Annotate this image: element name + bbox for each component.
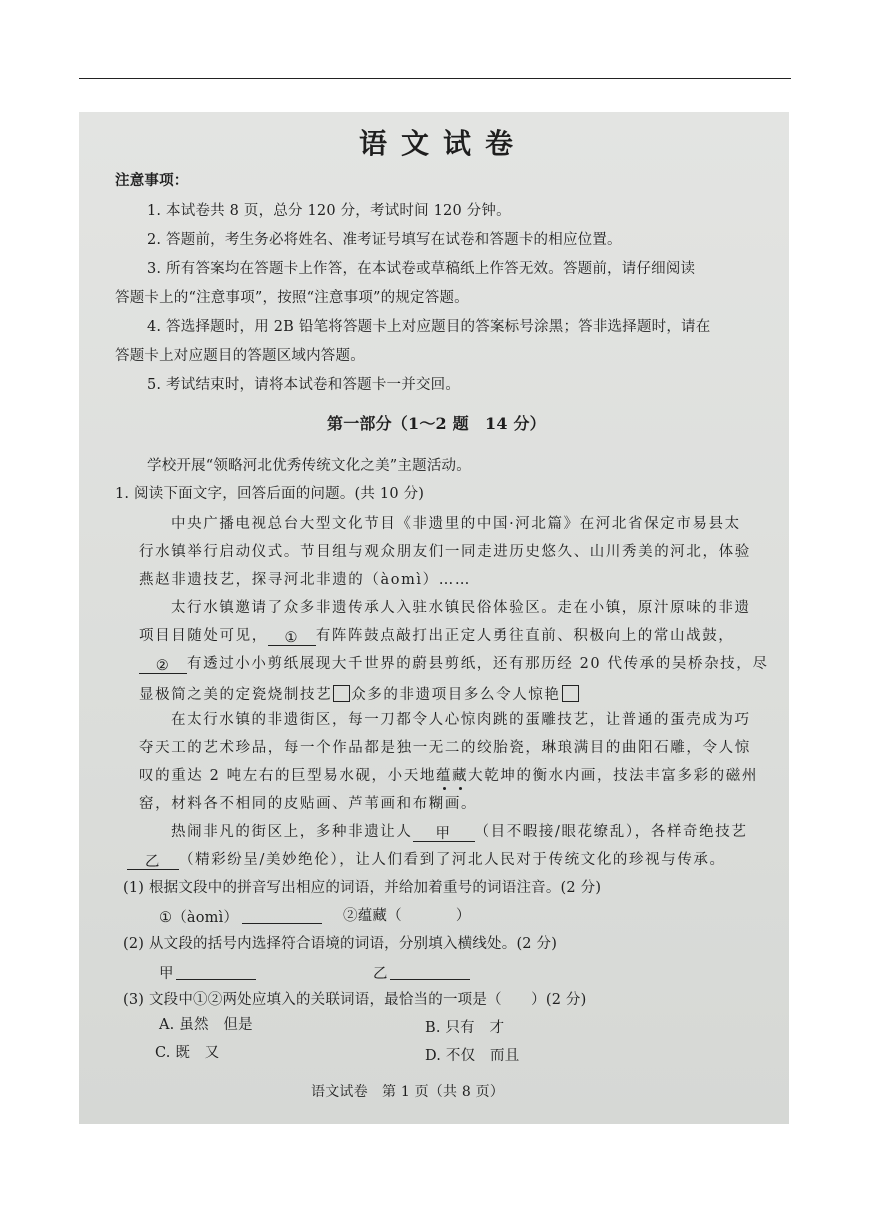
question-text: 甲 bbox=[159, 966, 174, 982]
passage-p3-line2: 夺天工的艺术珍品，每一个作品都是独一无二的绞胎瓷，琳琅满目的曲阳石雕，令人惊 bbox=[139, 740, 751, 756]
passage-p4-line1 bbox=[171, 825, 747, 842]
notice-item-4-cont: 答题卡上对应题目的答题区域内答题。 bbox=[115, 348, 365, 364]
passage-text: 众多的非遗项目多么令人惊艳 bbox=[351, 687, 561, 703]
blank-1: ① bbox=[268, 631, 316, 646]
question-1-1: (1) 根据文段中的拼音写出相应的词语，并给加着重号的词语注音。(2 分) bbox=[123, 880, 602, 896]
question-text: ①（àomì） bbox=[159, 910, 239, 926]
question-1-stem: 1. 阅读下面文字，回答后面的问题。(共 10 分) bbox=[115, 486, 425, 502]
passage-p4-line2 bbox=[127, 853, 726, 870]
notice-item-3: 3. 所有答案均在答题卡上作答，在本试卷或草稿纸上作答无效。答题前，请仔细阅读 bbox=[147, 261, 696, 277]
header-rule bbox=[79, 78, 791, 79]
question-1-1-a bbox=[159, 909, 322, 926]
question-1-1-b bbox=[343, 909, 471, 924]
passage-text: 有透过小小剪纸展现大千世界的蔚县剪纸，还有那历经 20 代传承的吴桥杂技，尽 bbox=[187, 656, 769, 672]
passage-text: （目不暇接/眼花缭乱），各样奇绝技艺 bbox=[474, 824, 748, 840]
option-c: C. 既 又 bbox=[155, 1045, 220, 1061]
passage-text: 大乾坤的衡水内画，技法丰富多彩的磁州 bbox=[468, 768, 758, 784]
option-d: D. 不仅 而且 bbox=[425, 1048, 520, 1064]
part1-intro: 学校开展“领略河北优秀传统文化之美”主题活动。 bbox=[147, 458, 471, 474]
question-1-2-jia bbox=[159, 965, 256, 982]
option-a: A. 虽然 但是 bbox=[159, 1017, 253, 1033]
answer-line bbox=[242, 909, 322, 924]
blank-2: ② bbox=[139, 659, 187, 674]
page-footer: 语文试卷 第 1 页（共 8 页） bbox=[311, 1084, 505, 1100]
notice-item-3-cont: 答题卡上的“注意事项”，按照“注意事项”的规定答题。 bbox=[115, 290, 469, 306]
notice-heading: 注意事项： bbox=[115, 172, 189, 189]
passage-text: 显极简之美的定瓷烧制技艺 bbox=[139, 687, 333, 703]
passage-p2-line4 bbox=[139, 685, 580, 703]
passage-p1-line1: 中央广播电视总台大型文化节目《非遗里的中国·河北篇》在河北省保定市易县太 bbox=[171, 516, 741, 532]
answer-line bbox=[176, 965, 256, 980]
passage-p3-line4: 窑，材料各不相同的皮贴画、芦苇画和布糊画。 bbox=[139, 796, 478, 812]
passage-text: 有阵阵鼓点敲打出正定人勇往直前、积极向上的常山战鼓， bbox=[315, 628, 735, 644]
passage-p1-line2: 行水镇举行启动仪式。节目组与观众朋友们一同走进历史悠久、山川秀美的河北，体验 bbox=[139, 544, 751, 560]
notice-item-4: 4. 答选择题时，用 2B 铅笔将答题卡上对应题目的答案标号涂黑；答非选择题时，请在 bbox=[147, 319, 711, 335]
part1-heading: 第一部分（1～2 题 14 分） bbox=[327, 414, 546, 433]
blank-jia: 甲 bbox=[413, 827, 475, 842]
question-1-2: (2) 从文段的括号内选择符合语境的词语，分别填入横线处。(2 分) bbox=[123, 936, 558, 952]
passage-text: 叹的重达 2 吨左右的巨型易水砚，小天地 bbox=[139, 768, 436, 784]
notice-item-5: 5. 考试结束时，请将本试卷和答题卡一并交回。 bbox=[147, 377, 461, 393]
blank-yi: 乙 bbox=[127, 855, 179, 870]
emphasis-char: 藏 bbox=[452, 768, 469, 784]
answer-line bbox=[390, 965, 470, 980]
passage-text: （精彩纷呈/美妙绝伦），让人们看到了河北人民对于传统文化的珍视与传承。 bbox=[179, 852, 726, 868]
passage-text: 项目目随处可见， bbox=[139, 628, 268, 644]
question-1-3: (3) 文段中①②两处应填入的关联词语，最恰当的一项是（ ）(2 分) bbox=[123, 992, 587, 1008]
question-1-2-yi bbox=[373, 965, 470, 982]
question-text: ②蕴藏（ bbox=[343, 908, 402, 924]
question-text: 乙 bbox=[373, 966, 388, 982]
passage-p3-line3 bbox=[139, 769, 758, 784]
passage-text: 热闹非凡的街区上，多种非遗让人 bbox=[171, 824, 413, 840]
passage-p2-line3 bbox=[139, 657, 768, 674]
notice-item-1: 1. 本试卷共 8 页，总分 120 分，考试时间 120 分钟。 bbox=[147, 203, 511, 219]
passage-p3-line1: 在太行水镇的非遗街区，每一刀都令人心惊肉跳的蛋雕技艺，让普通的蛋壳成为巧 bbox=[171, 712, 751, 728]
punctuation-box-2 bbox=[562, 685, 579, 702]
emphasis-char: 蕴 bbox=[435, 768, 453, 784]
page-title: 语文试卷 bbox=[359, 127, 528, 160]
passage-p2-line1: 太行水镇邀请了众多非遗传承人入驻水镇民俗体验区。走在小镇，原汁原味的非遗 bbox=[171, 600, 751, 616]
notice-item-2: 2. 答题前，考生务必将姓名、准考证号填写在试卷和答题卡的相应位置。 bbox=[147, 232, 622, 248]
punctuation-box-1 bbox=[333, 685, 350, 702]
passage-p2-line2 bbox=[139, 629, 734, 646]
passage-p1-line3: 燕赵非遗技艺，探寻河北非遗的（àomì）…… bbox=[139, 572, 471, 588]
option-b: B. 只有 才 bbox=[425, 1020, 505, 1036]
question-text: ） bbox=[455, 908, 471, 924]
exam-page bbox=[79, 112, 789, 1124]
